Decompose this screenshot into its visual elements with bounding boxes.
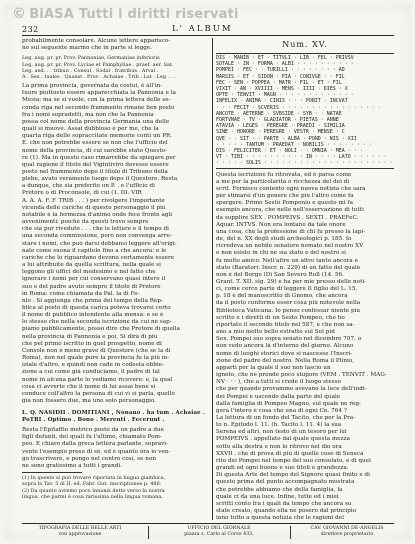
text-line: grandi ed ogni buono e suo titoli e grandezza. [216,465,349,472]
text-line: quali si muove. Assai dubbioso è per me, che la [22,126,159,133]
inscription-row: POMPEI · FEC · · TURILLI · · · · · · · · AD [216,67,345,74]
intro-paragraph [22,38,208,52]
text-line: apparti per la quale il suo non lasciò un [216,364,331,371]
text-line: gera l'intero è cosa che una di ogni Cn. 764 ? [216,407,347,414]
text-line: blica al posto di questa carica poteva trovarsi certo [22,304,171,311]
text-line: Console non è meno grave di Questore (che se la di [22,347,171,354]
text-line: plebe, avuto veramente luogo dopo il Questore. Resta [22,176,178,183]
album-page [4,4,411,540]
text-line: da il posto conforme esser cosa più notevole nella [216,300,361,307]
text-line: nome della provincia, di cui sarebbe stato Questo- [22,147,168,154]
text-line: riportato il secondo titolo nel 587, e che non sa- [216,321,355,328]
text-line: state creato, quando ella ne posero dal principio [216,508,357,514]
text-line: scritto e i diretti di un Sesto Pompeo, che ho [216,314,345,321]
text-line: Resta l'Epitaffio metrico posto da un padre a due [22,427,165,434]
text-line: fu molto amico. Nell'altre un altro tanto ancora è [216,257,358,264]
body-text-1 [22,83,208,405]
text-line: una cosa, che la professione di chi fu presso la lapi- [216,228,366,235]
text-line: a lui attribuite da quella scrittura, nella quale si [22,262,161,269]
text-line: per stimarsi d'un genere che più l'altro come fa [216,193,354,200]
inscription-row: VIXIT · AN · XVIIII · MENS · IIII · DIES · X [216,86,348,93]
text-line: de, del n. XX degli studi archeologici p. 185. Io [216,236,352,243]
inscription-row: OPTE · TENVIT · MAGN · · · · · · · · · · · · · [216,92,354,99]
text-line: a dunque, che sia preferito un P. . e l'ufficio di [22,183,155,190]
text-line: cosa ci avverte che il nome di lui assai bene si [22,383,156,390]
text-line: Sex. Pompei suo sopra senato nel dicembre 707, o [216,336,362,343]
text-line: notabile è la fermezza d'animo onde fece fronte agli [22,211,173,218]
text-line: nome in alcuna parte lo vediamo ricevere: e, la qual [22,376,173,383]
inscription-table [216,55,394,167]
column-divider [212,38,213,520]
inscription-line: A . Sex . tuales . Quaest . Prov . Achaiae . Trib . Lat . Leg . . . [22,73,176,80]
text-line: no sul seguente marmo che in parte si legge. [22,45,153,52]
inscription-row: MARSIS · ET · SIDON · PIA · CONIVGE · · FIL [216,73,345,80]
footer-separator [148,526,149,539]
caption-line: L. Q. NASIDII . DOMITIANI , Nonano . ha tum . Achaiae . [22,410,205,417]
inscription-row: SOTALE · IN · FORMA · ALBI · · · · · · · · · · [216,61,354,68]
footnote-line: lingua, che parmi è cosa rarissima nella lingua romana. [22,493,163,500]
footer [22,526,394,542]
text-line: tuore piuttosto essere apparecchiata la Pannonia e la [22,90,177,97]
inscription-row: VT · TIBI · · · · · · · · · · IN · · · · LATO · · · · · · [216,154,387,161]
text-line: stato (Baratori. Inscr. n. 229) di un fatto del quale [216,264,361,271]
text-line: nlo . Si aggiunga che prima del tempo della Rep- [22,297,163,304]
caption-line: PoTRI . Optimo . Bono . Merenti . Fecerunt . [22,417,165,424]
inscription-row: DIS · MANIB · ET · TITVLI · LIB · FEL · PRIVSV [216,55,354,61]
footnote-line: (2) Da quanto avremo poco innanzi detto verso la nostra [22,487,165,494]
text-line: dei Pompei e uscendo dalla parte del quale [216,393,341,400]
text-line: non vedo ancora là d'interno del giorno. Alcuno [216,343,354,350]
text-line: go trascrivere, e pongo nel centro così, se non [22,455,157,462]
text-line: nome di luoghi storici dove si nascesse l'Inscri- [216,350,353,357]
text-line: La prima provincia, governata da costui, è all'in- [22,83,163,90]
inscription-row: SINE · HONORE · PEREGRE · VESTR · MENSE · C [216,129,345,136]
text-line: vente l'esempio preso di sé, ed è quanto ora io ven- [22,448,171,455]
text-line: una seconda commissione, però non convenga arre- [22,233,172,240]
text-line: zione a cui come già conduciamo, il padre di tal [22,369,160,376]
text-line: ricredeva un nobile senatore nomato nel nostro XV [216,243,364,250]
footnotes [22,475,208,500]
text-line: figli defunti, dei quali fu l'ultimo, chiamato Pom- [22,434,162,441]
text-line: E. che non potrebbe essere se non che l'ufficio del [22,140,168,147]
text-line: ignoto, che ne prende poco stupore (VEM . TENVIT . MAG- [216,372,387,379]
inscription-line: Leg. aug. pr. pr. Prov. Pannoniae, Germaniae inferioris [22,55,160,62]
text-line: non è del Borgo (Di San Severo Roll (14. 56. [216,271,344,278]
text-line: quarta riga delle sopraccitate memorie conti un PR. [22,133,173,140]
inscription-line: Leg. aed. . . tribun . Consul . Sodal . fratribus . Arval . [22,67,159,74]
footer-printer [30,526,130,538]
text-line: Serena ed altri, non testo di un tesoro per lui [216,429,347,436]
footer-office [164,526,274,538]
text-line: spargere. Primo Sesto Pomponio e questo mi fa [216,200,354,207]
inscription-row: ATAVIA · LEGES · PEREGRE · PRAEDI · SIMILIA [216,123,345,130]
text-line: La lettura di un fondo del Tacito, che per la Pra- [216,414,356,421]
footer-rule [22,523,394,524]
text-line: inno tutto a questa notizia che le ragioni del [216,515,344,520]
text-line: rito dei Pompei nel tempo del suo consolato, e di quel [216,457,371,464]
text-line: conda riga nel secondo frammento rimane ben posto [22,104,175,111]
text-line: che per quando provammo avevano la luce dell'indi- [216,386,367,393]
watermark [12,6,239,22]
text-line: già non fossero due, ma uno solo personaggio. [22,398,157,404]
right-column [216,38,394,520]
footer-line: direttore proprietario [320,532,374,537]
inscription-row: QVE · · SIT · · PARTE · ALBA · POND · NIS · XII [216,135,357,142]
inscription-row: DIS · FELICITER · ET · NOLI · · OMNIA · MEA · · · [216,148,363,155]
text-line: che pel primo iscritto in quel prospetto, nome di [22,340,162,347]
text-line: Di questa Arte del tempo del Signore quasi finito e di [216,472,371,479]
text-line: XXVII . che di prova di più di quelle cose di Seneca [216,450,364,457]
text-line: che sia pur riveduto . . . che le lettere e il tempo di [22,226,169,233]
text-line: leggono gli uffici del medesimo e nel fatto che [22,269,156,276]
text-line: fra i nomi sopradetti, ma non che la Pannonia [22,111,154,118]
journal-title: L' ALBUM [172,24,233,34]
commentary-text [216,172,394,520]
text-line: nella provincia di Pannonia e poi, Si dirà di più [22,333,158,340]
text-line: zione del padre del nostro. Nella Roma il Plinio, [216,357,355,364]
text-line: cariche che lo riguardano devono certamente essere [22,254,175,261]
page-number: 232 [22,25,39,34]
text-line: da supplire SEX . POMPEIVS . SEXTI . PRAEFeC. [216,214,359,221]
inscription-row: INFELIX · ANIMA · CINIS · · · PONIT · INCVAT [216,98,348,105]
text-line: esempio ancora, che nelle nell'osservazione di tutti [216,207,365,214]
text-line: re (1). Ma in questo caso rimarrebbe da spiegare per [22,154,176,161]
footer-separator [290,526,291,539]
inscription-row: FEC · SEN · POPPEA · MATR · FIL · ET · FIL [216,79,342,86]
footnote-rule [22,472,82,473]
text-line: scritti conto fra i quali da tempo che ancora su [216,500,352,507]
text-line: e non esisto in chi ne sia stato e del nostro si [216,250,346,257]
left-column [22,38,208,520]
text-line: Roma), non nel quale pure la provincia fu la più in- [22,355,170,362]
text-line: A. A. A. F. F. TRIB . . . ) per rivolgere l'importante [22,197,165,204]
footer-director [304,526,390,538]
text-line: ne sono gratissimo a tutti i grandi. [22,462,123,469]
watermark-text: BiASA Tutti i diritti riservati [29,7,239,22]
text-line: avvenimenti: poiché da questi trovo sempre [22,219,149,226]
text-line: Mesia; ma se si vuole, con la prima lettera delle se- [22,97,171,104]
footer-line: TIPOGRAFIA DELLE BELLE ARTI [38,526,122,531]
inscription-row: · · · · · TANTUM · PRAEDAT · NOBILIS · · · · · · · · [216,141,372,148]
footer-line: piazza s. Carlo al Corso 433. [184,532,254,537]
text-line: to n. Epitodo l. 11. (h. Tacito l. 11. 4) la sua [216,422,342,429]
text-line: Biblioteca Vaticana. Io penso confessar niente più [216,307,361,314]
text-line: qual ragione il titolo del Vigintiviro dovesse essere [22,161,169,168]
footer-line: UFFICIO DEL GIORNALE [187,526,251,531]
inscription-number: Num. XV. [282,40,328,49]
text-line: posto nel frammento dopo il titolo di Tribuno della [22,169,168,175]
text-line: NV · · · ), che a tutti si crede il luogo stesso [216,379,341,386]
epitaph-caption [22,410,208,424]
text-line: nale come suona il capitolo fino a che ancora: e le [22,247,167,254]
text-line: sotto alla destra e non lo ritrovo nel dio ora [216,443,342,450]
text-line: ano a mio molto bello estratto sul Sol pid [216,329,335,336]
text-line: possa col nome della provincia Germania una delle [22,118,170,125]
text-line: dalla famiglia di Pompeo Magno, sul quale ne reg- [216,400,361,407]
text-line: probabilmente consolare. Alcune lettere apparisco- [22,38,171,44]
text-line: vicenda delle cariche di questo personaggio il più [22,204,166,211]
header-rule [22,35,394,36]
text-line: POMPEIVS . appellato dal quale questa mezza [216,436,351,443]
text-line: scrit. Fornisco contento ogni nuova notizia che sarà [216,185,366,192]
text-line: lo stesso che nella seconda iscrizione da cui ne sap- [22,319,172,326]
inscription-row: · · · · · SOLIS · · · · · · · · · · · · · · · · · · · · · · [216,160,393,167]
body-text-2 [22,427,208,470]
text-line: stare i nomi, che può darsi debbansi leggere all'origi- [22,240,177,247]
text-line: piamo pubblicamente, posso dire che Pretore di quella [22,326,180,333]
text-line: Aquar. INTVS. Non era lontano da tale onore [216,221,346,228]
text-line: suo e del padre avuto sempre il titolo di Pretore [22,283,161,290]
text-line: peo. È chiaro dalla greca lettera parlante, sopravi- [22,441,169,448]
footnote-line: sopra la Tav. 5 di II. ed. Fabr. Gut. inscriptiones p. 486. [22,481,162,488]
text-line: conduce coll'altro la persona di cui vi si parla, quello [22,390,175,397]
text-line: quale ci da una luce. Infine, tutte ed i miei [216,493,339,500]
footer-line: CAV. GIOVANNI DE-ANGELIS [310,526,384,531]
text-line: il nome di pubblico intendente alla mensa: e se è [22,312,164,319]
text-line: ignorare i nomi per cui conservano quasi intero il [22,276,166,283]
text-line: Questa iscrizione fu ritrovata, ed è parsa come [216,171,352,178]
footnote-line: (1) In questo si può trovare riportata in lingua giambica, [22,475,166,482]
text-line: Grant. T. XII. sig. 29) e ha per mie presso delle noti- [216,279,367,285]
text-line: ci, come cerco parte di leggere Il figlio del L. 15, [216,286,358,293]
footer-line: con approvazione [58,532,102,537]
inscription-row: ANCOTE · AETERNE · SVBSIDE · SYB · · NATAE [216,110,342,117]
text-line: in Roma: come chiamata da Pal. la di Fe- [22,290,140,297]
inscription-line: Leg. aug. pr. pr. Prov. Lyciae et Pamphyliae . praef. aer. Sat. [22,61,174,68]
text-line: iziale d'altro, e quindi non cade in codesta obbie- [22,362,164,369]
text-line: che potrebbe abbiamo che della famiglia, la [216,486,343,493]
inscription-row: FORTVNAE · TV · GLADIATOR · PIETAS · ANNE [216,117,339,124]
text-line: a me per la particolarità e ricchezza del dei di [216,178,350,185]
text-line: Pretore o di Proconsole, di cui (1. III. VIR [22,190,142,197]
text-line: p. 18 è del manoscritto di Gnomo, che ancora [216,293,348,300]
text-line: questo prima del punto accompagnato mostrata [216,479,355,486]
inscription-block [22,55,208,80]
inscription-row: · · · FECIT · SCVERIS · · · · · · · · · · · · · · · · · [216,104,381,111]
copyright-icon: © [12,6,27,22]
